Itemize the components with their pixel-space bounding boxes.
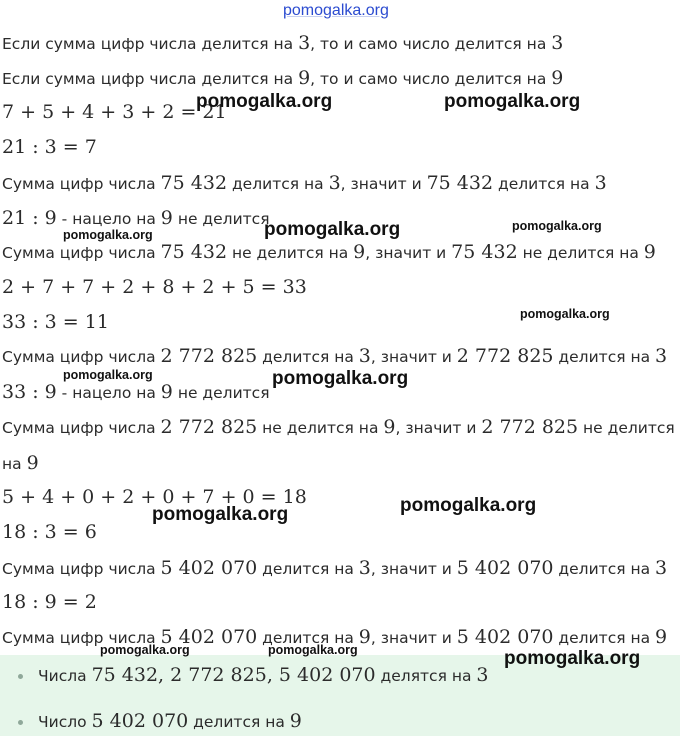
text-segment: Сумма цифр числа <box>2 419 161 437</box>
division-33-by-3 <box>2 311 109 334</box>
math-expression: 5 + 4 + 0 + 2 + 0 + 7 + 0 = 18 <box>2 486 307 508</box>
math-expression: 9 <box>643 241 656 263</box>
watermark: pomogalka.org <box>268 643 358 657</box>
division-18-by-9 <box>2 591 97 614</box>
text-segment: , значит и <box>370 560 457 578</box>
math-expression: 9 <box>358 626 371 648</box>
text-segment: делится на <box>553 348 656 366</box>
text-segment: делится на <box>257 629 359 647</box>
text-segment: , значит и <box>395 419 482 437</box>
text-segment: Числа <box>38 667 92 685</box>
digit-sum-2772825 <box>2 276 307 299</box>
answer-divisible-by-9 <box>38 710 302 733</box>
math-expression: 3 <box>655 557 668 579</box>
math-expression: 18 : 9 = 2 <box>2 591 97 613</box>
math-expression: 5 402 070 <box>160 557 258 579</box>
watermark: pomogalka.org <box>100 643 190 657</box>
conclusion-75432-by-3 <box>2 172 607 195</box>
conclusion-2772825-by-3 <box>2 345 667 368</box>
math-expression: 5 402 070 <box>456 557 554 579</box>
text-segment: - нацело на <box>56 384 161 402</box>
text-segment: не делится <box>172 210 270 228</box>
math-expression: 9 <box>655 626 668 648</box>
math-expression: 75 432 <box>160 172 228 194</box>
text-segment: не делится на <box>257 419 384 437</box>
math-expression: 9 <box>160 381 173 403</box>
text-segment: делится на <box>257 560 359 578</box>
math-expression: 33 : 9 <box>2 381 57 403</box>
math-expression: 7 + 5 + 4 + 3 + 2 = 21 <box>2 101 227 123</box>
math-expression: 3 <box>358 345 371 367</box>
digit-sum-75432 <box>2 101 227 124</box>
watermark: pomogalka.org <box>63 368 153 382</box>
watermark: pomogalka.org <box>272 368 409 389</box>
math-expression: 75 432 <box>426 172 494 194</box>
math-expression: 2 + 7 + 7 + 2 + 8 + 2 + 5 = 33 <box>2 276 307 298</box>
math-expression: 21 : 3 = 7 <box>2 136 97 158</box>
text-segment: Если сумма цифр числа делится на <box>2 35 299 53</box>
text-segment: Сумма цифр числа <box>2 348 161 366</box>
text-segment: , значит и <box>370 348 457 366</box>
math-expression: 75 432 <box>451 241 518 263</box>
text-segment: Если сумма цифр числа делится на <box>2 70 299 88</box>
conclusion-5402070-by-3 <box>2 557 667 580</box>
text-segment: , то и само число делится на <box>310 35 552 53</box>
text-segment: делится на <box>553 629 656 647</box>
math-expression: 9 <box>298 67 311 89</box>
math-expression: 3 <box>594 172 607 194</box>
watermark: pomogalka.org <box>504 648 641 669</box>
rule-line-3 <box>2 32 563 55</box>
math-expression: 9 <box>353 241 366 263</box>
watermark: pomogalka.org <box>264 219 401 240</box>
math-expression: 9 <box>160 207 173 229</box>
watermark: pomogalka.org <box>63 228 153 242</box>
text-segment: , значит и <box>365 244 452 262</box>
text-segment: не делится <box>578 419 675 437</box>
division-18-by-3 <box>2 521 97 544</box>
math-expression: 2 772 825 <box>160 345 258 367</box>
math-expression: 2 772 825 <box>481 416 579 438</box>
conclusion-75432-by-9 <box>2 241 656 264</box>
math-expression: 5 402 070 <box>456 626 554 648</box>
rule-line-9 <box>2 67 563 90</box>
text-segment: Сумма цифр числа <box>2 244 161 262</box>
text-segment: делится на <box>257 348 359 366</box>
math-expression: 18 : 3 = 6 <box>2 521 97 543</box>
watermark: pomogalka.org <box>196 91 333 112</box>
math-expression: 3 <box>655 345 668 367</box>
math-expression: 2 772 825 <box>456 345 554 367</box>
math-expression: 3 <box>551 32 564 54</box>
bullet-icon <box>18 674 23 679</box>
division-33-by-9 <box>2 381 270 404</box>
math-expression: 3 <box>328 172 341 194</box>
math-expression: 75 432 <box>160 241 228 263</box>
text-segment: Сумма цифр числа <box>2 175 161 193</box>
text-segment: , значит и <box>370 629 457 647</box>
text-segment: не делится <box>172 384 270 402</box>
math-expression: 75 432, 2 772 825, 5 402 070 <box>91 664 376 686</box>
math-expression: 2 772 825 <box>160 416 258 438</box>
math-expression: 9 <box>26 452 39 474</box>
math-expression: 3 <box>358 557 371 579</box>
math-expression: 33 : 3 = 11 <box>2 311 109 333</box>
text-segment: делится на <box>493 175 595 193</box>
math-expression: 21 : 9 <box>2 207 57 229</box>
text-segment: - нацело на <box>56 210 161 228</box>
text-segment: , значит и <box>340 175 427 193</box>
text-segment: делится на <box>227 175 329 193</box>
text-segment: делится на <box>553 560 656 578</box>
math-expression: 5 402 070 <box>160 626 258 648</box>
text-segment: Сумма цифр числа <box>2 629 161 647</box>
division-21-by-3 <box>2 136 97 159</box>
text-segment: не делится на <box>517 244 644 262</box>
text-segment: , то и само число делится на <box>310 70 552 88</box>
watermark: pomogalka.org <box>400 495 537 516</box>
math-expression: 3 <box>298 32 311 54</box>
division-21-by-9 <box>2 207 270 230</box>
math-expression: 5 402 070 <box>91 710 189 732</box>
math-expression: 9 <box>551 67 564 89</box>
math-expression: 9 <box>289 710 302 732</box>
text-segment: Число <box>38 713 92 731</box>
answer-divisible-by-3 <box>38 664 488 687</box>
watermark: pomogalka.org <box>520 307 610 321</box>
text-segment: делится на <box>188 713 290 731</box>
text-segment: не делится на <box>227 244 354 262</box>
math-expression: 9 <box>383 416 396 438</box>
conclusion-2772825-by-9-wrap <box>2 452 39 475</box>
text-segment: делятся на <box>375 667 477 685</box>
watermark: pomogalka.org <box>444 91 581 112</box>
text-segment: на <box>2 455 27 473</box>
watermark: pomogalka.org <box>152 504 289 525</box>
watermark: pomogalka.org <box>283 2 389 19</box>
conclusion-2772825-by-9 <box>2 416 675 439</box>
bullet-icon <box>18 720 23 725</box>
math-expression: 3 <box>476 664 489 686</box>
text-segment: Сумма цифр числа <box>2 560 161 578</box>
watermark: pomogalka.org <box>512 219 602 233</box>
